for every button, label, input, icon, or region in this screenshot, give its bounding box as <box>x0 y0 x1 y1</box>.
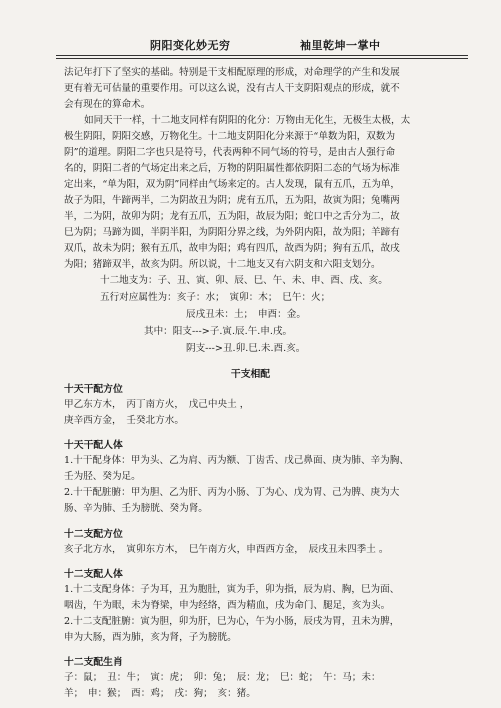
header-rule-top <box>56 55 468 56</box>
subsection-line: 肠、辛为肺、壬为膀胱、癸为肾。 <box>64 503 208 514</box>
subsection-title: 十天干配人体 <box>64 440 123 451</box>
subsection-title: 十天干配方位 <box>64 384 123 395</box>
subsection-line: 咽齿，午为眼，未为脊梁，申为经络，酉为精血，戌为命门、腿足，亥为头。 <box>64 600 391 611</box>
paragraph-line: 巳为阴；马蹄为圆，半阴半阳，为阴阳分界之线，为外阴内阳，故为阳；羊蹄有 <box>64 227 400 238</box>
header-left-title: 阴阳变化妙无穷 <box>150 39 231 52</box>
subsection-title: 十二支配人体 <box>64 569 123 580</box>
subsection-line: 甲乙东方木， 丙丁南方火， 戊己中央土 ， <box>64 399 250 410</box>
intro-line-1: 法记年打下了坚实的基础。特别是干支相配原理的形成，对命理学的产生和发展 <box>64 67 400 78</box>
subsection-title: 十二支配生肖 <box>64 657 123 668</box>
header-rule-bottom <box>56 58 468 59</box>
five-elements-line-1: 五行对应属性为：亥子：水； 寅卯：木； 巳午：火； <box>100 292 331 303</box>
subsection-line: 申为大肠，酉为肺，亥为肾，子为膀胱。 <box>64 632 237 643</box>
subsection-title: 十二支配方位 <box>64 529 123 540</box>
paragraph-line: 极生阴阳，阴阳交感，万物化生。十二地支阴阳化分来源于“单数为阳，双数为 <box>64 131 396 142</box>
branches-line: 十二地支为：子、丑、寅、卯、辰、巳、午、未、申、酉、戌、亥。 <box>100 275 388 286</box>
intro-line-2: 更有着无可估量的重要作用。可以这么说，没有古人干支阴阳观点的形成，就不 <box>64 83 400 94</box>
paragraph-line: 阴”的道理。阴阳二字也只是符号，代表两种不同气场的符号，是由古人强行命 <box>64 147 396 158</box>
subsection-line: 亥子北方水， 寅卯东方木， 巳午南方火，申酉西方金， 辰戌丑未四季土 。 <box>64 544 389 555</box>
five-elements-line-4: 阴支--->丑.卯.巳.未.酉.亥。 <box>186 343 306 354</box>
paragraph-line: 名的，阴阳二者的气场定出来之后，万物的阴阳属性都依阴阳二态的气场为标准 <box>64 163 400 174</box>
subsection-line: 羊； 申：猴； 酉：鸡； 戌：狗； 亥：猪。 <box>64 688 256 699</box>
header-right-title: 袖里乾坤一掌中 <box>300 39 381 52</box>
paragraph-line: 故子为阳，牛蹄两半，二为阴故丑为阴；虎有五爪，五为阳，故寅为阳；兔嘴两 <box>64 195 400 206</box>
five-elements-line-3: 其中：阳支--->子.寅.辰.午.申.戌。 <box>144 326 293 337</box>
subsection-line: 1.十二支配身体：子为耳，丑为胞肚，寅为手，卯为指，辰为肩、胸，巳为面、 <box>64 584 400 595</box>
paragraph-line: 为阳；猪蹄双半，故亥为阴。所以说，十二地支又有六阴支和六阳支划分。 <box>64 259 381 270</box>
intro-line-3: 会有现在的算命术。 <box>64 99 151 110</box>
subsection-line: 子：鼠； 丑：牛； 寅：虎； 卯：兔； 辰：龙； 巳：蛇； 午：马；未： <box>64 672 381 683</box>
subsection-line: 2.十二支配脏腑：寅为胆，卯为肝，巳为心，午为小肠，辰戌为胃，丑未为脾， <box>64 616 400 627</box>
section-title: 干支相配 <box>230 369 271 380</box>
subsection-line: 壬为胫、癸为足。 <box>64 471 141 482</box>
paragraph-line: 半，二为阴，故卯为阴；龙有五爪，五为阳，故辰为阳；蛇口中之舌分为二，故 <box>64 211 400 222</box>
subsection-line: 1.十干配身体：甲为头、乙为肩、丙为额、丁齿舌、戊己鼻面、庚为肺、辛为胸、 <box>64 455 409 466</box>
paragraph-line: 双爪，故未为阴；猴有五爪，故申为阳；鸡有四爪，故酉为阴；狗有五爪，故戌 <box>64 243 400 254</box>
subsection-line: 2.十干配脏腑：甲为胆、乙为肝、丙为小肠、丁为心、戊为胃、己为脾、庚为大 <box>64 487 400 498</box>
paragraph-line: 定出来，“单为阳，双为阴”同样由气场来定的。古人发现，鼠有五爪，五为单， <box>64 179 400 190</box>
paragraph-line: 如同天干一样，十二地支同样有阴阳的化分：万物由无化生，无极生太极，太 <box>84 115 411 126</box>
five-elements-line-2: 辰戌丑未：土； 申酉：金。 <box>186 309 306 320</box>
subsection-line: 庚辛西方金， 壬癸北方水。 <box>64 415 184 426</box>
